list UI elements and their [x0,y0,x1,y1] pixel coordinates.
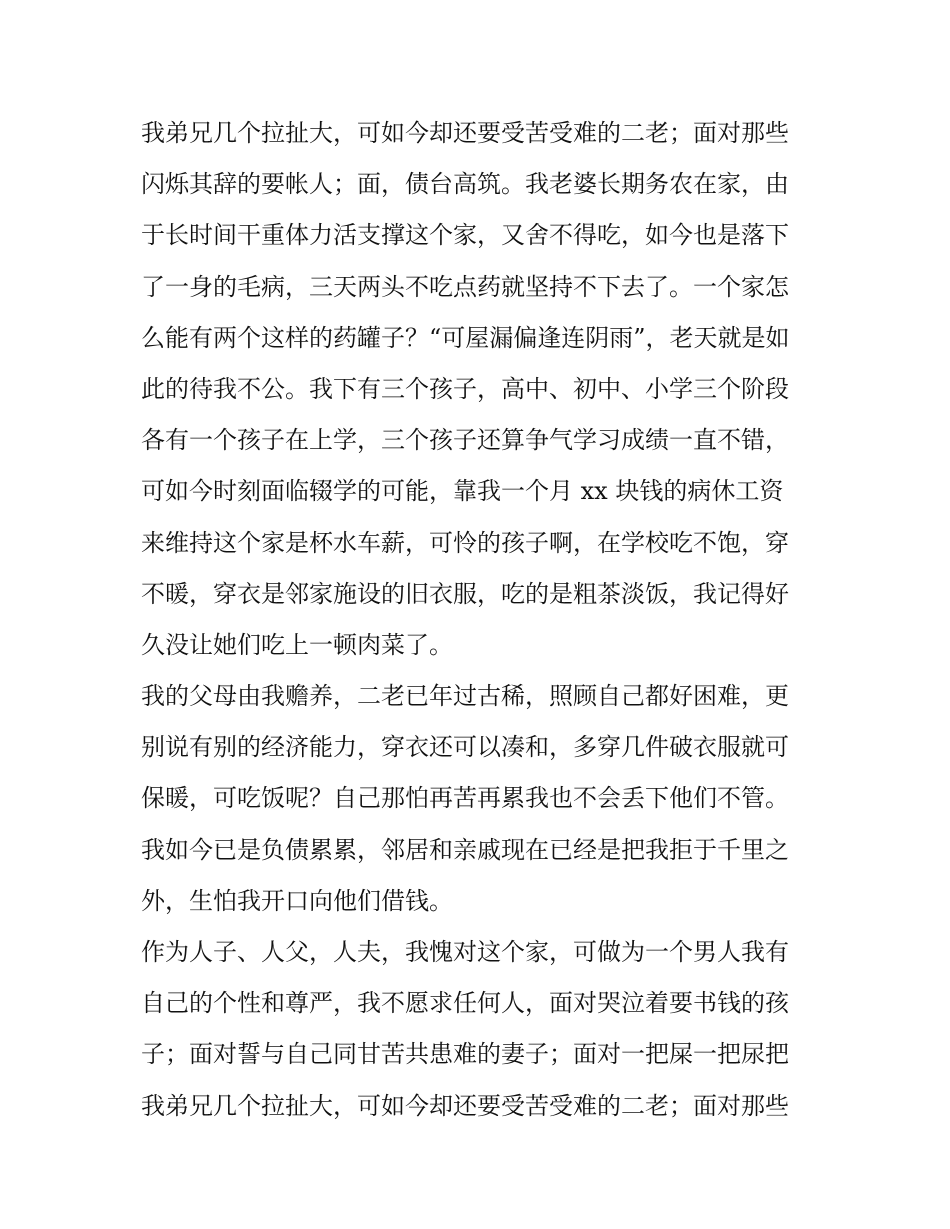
text-line: 么能有两个这样的药罐子？“可屋漏偏逢连阴雨”，老天就是如 [141,323,790,352]
text-line: 了一身的毛病，三天两头不吃点药就坚持不下去了。一个家怎 [141,272,789,301]
text-line: 子；面对誓与自己同甘苦共患难的妻子；面对一把屎一把尿把 [141,1040,789,1069]
text-line: 来维持这个家是杯水车薪，可怜的孩子啊，在学校吃不饱，穿 [141,528,789,557]
text-line: 外，生怕我开口向他们借钱。 [141,886,453,915]
text-line: 我弟兄几个拉扯大，可如今却还要受苦受难的二老；面对那些 [141,1091,789,1120]
text-line: 自己的个性和尊严，我不愿求任何人，面对哭泣着要书钱的孩 [141,989,789,1018]
text-line: 闪烁其辞的要帐人；面，债台高筑。我老婆长期务农在家，由 [141,170,789,199]
text-line: 我的父母由我赡养，二老已年过古稀，照顾自己都好困难，更 [141,682,789,711]
document-body [141,108,813,1132]
text-line: 别说有别的经济能力，穿衣还可以凑和，多穿几件破衣服就可 [141,733,789,762]
text-line: 各有一个孩子在上学，三个孩子还算争气学习成绩一直不错， [141,426,789,455]
text-line: 可如今时刻面临辍学的可能，靠我一个月 xx 块钱的病休工资 [141,477,784,506]
text-line: 此的待我不公。我下有三个孩子，高中、初中、小学三个阶段 [141,374,789,403]
text-line: 于长时间干重体力活支撑这个家，又舍不得吃，如今也是落下 [141,221,789,250]
text-line: 我弟兄几个拉扯大，可如今却还要受苦受难的二老；面对那些 [141,119,789,147]
text-line: 久没让她们吃上一顿肉菜了。 [141,630,453,659]
text-line: 保暖，可吃饭呢？自己那怕再苦再累我也不会丢下他们不管。 [141,784,789,813]
text-line: 作为人子、人父，人夫，我愧对这个家，可做为一个男人我有 [141,938,789,966]
text-line: 我如今已是负债累累，邻居和亲戚现在已经是把我拒于千里之 [141,835,789,864]
text-line: 不暖，穿衣是邻家施设的旧衣服，吃的是粗茶淡饭，我记得好 [141,579,789,608]
